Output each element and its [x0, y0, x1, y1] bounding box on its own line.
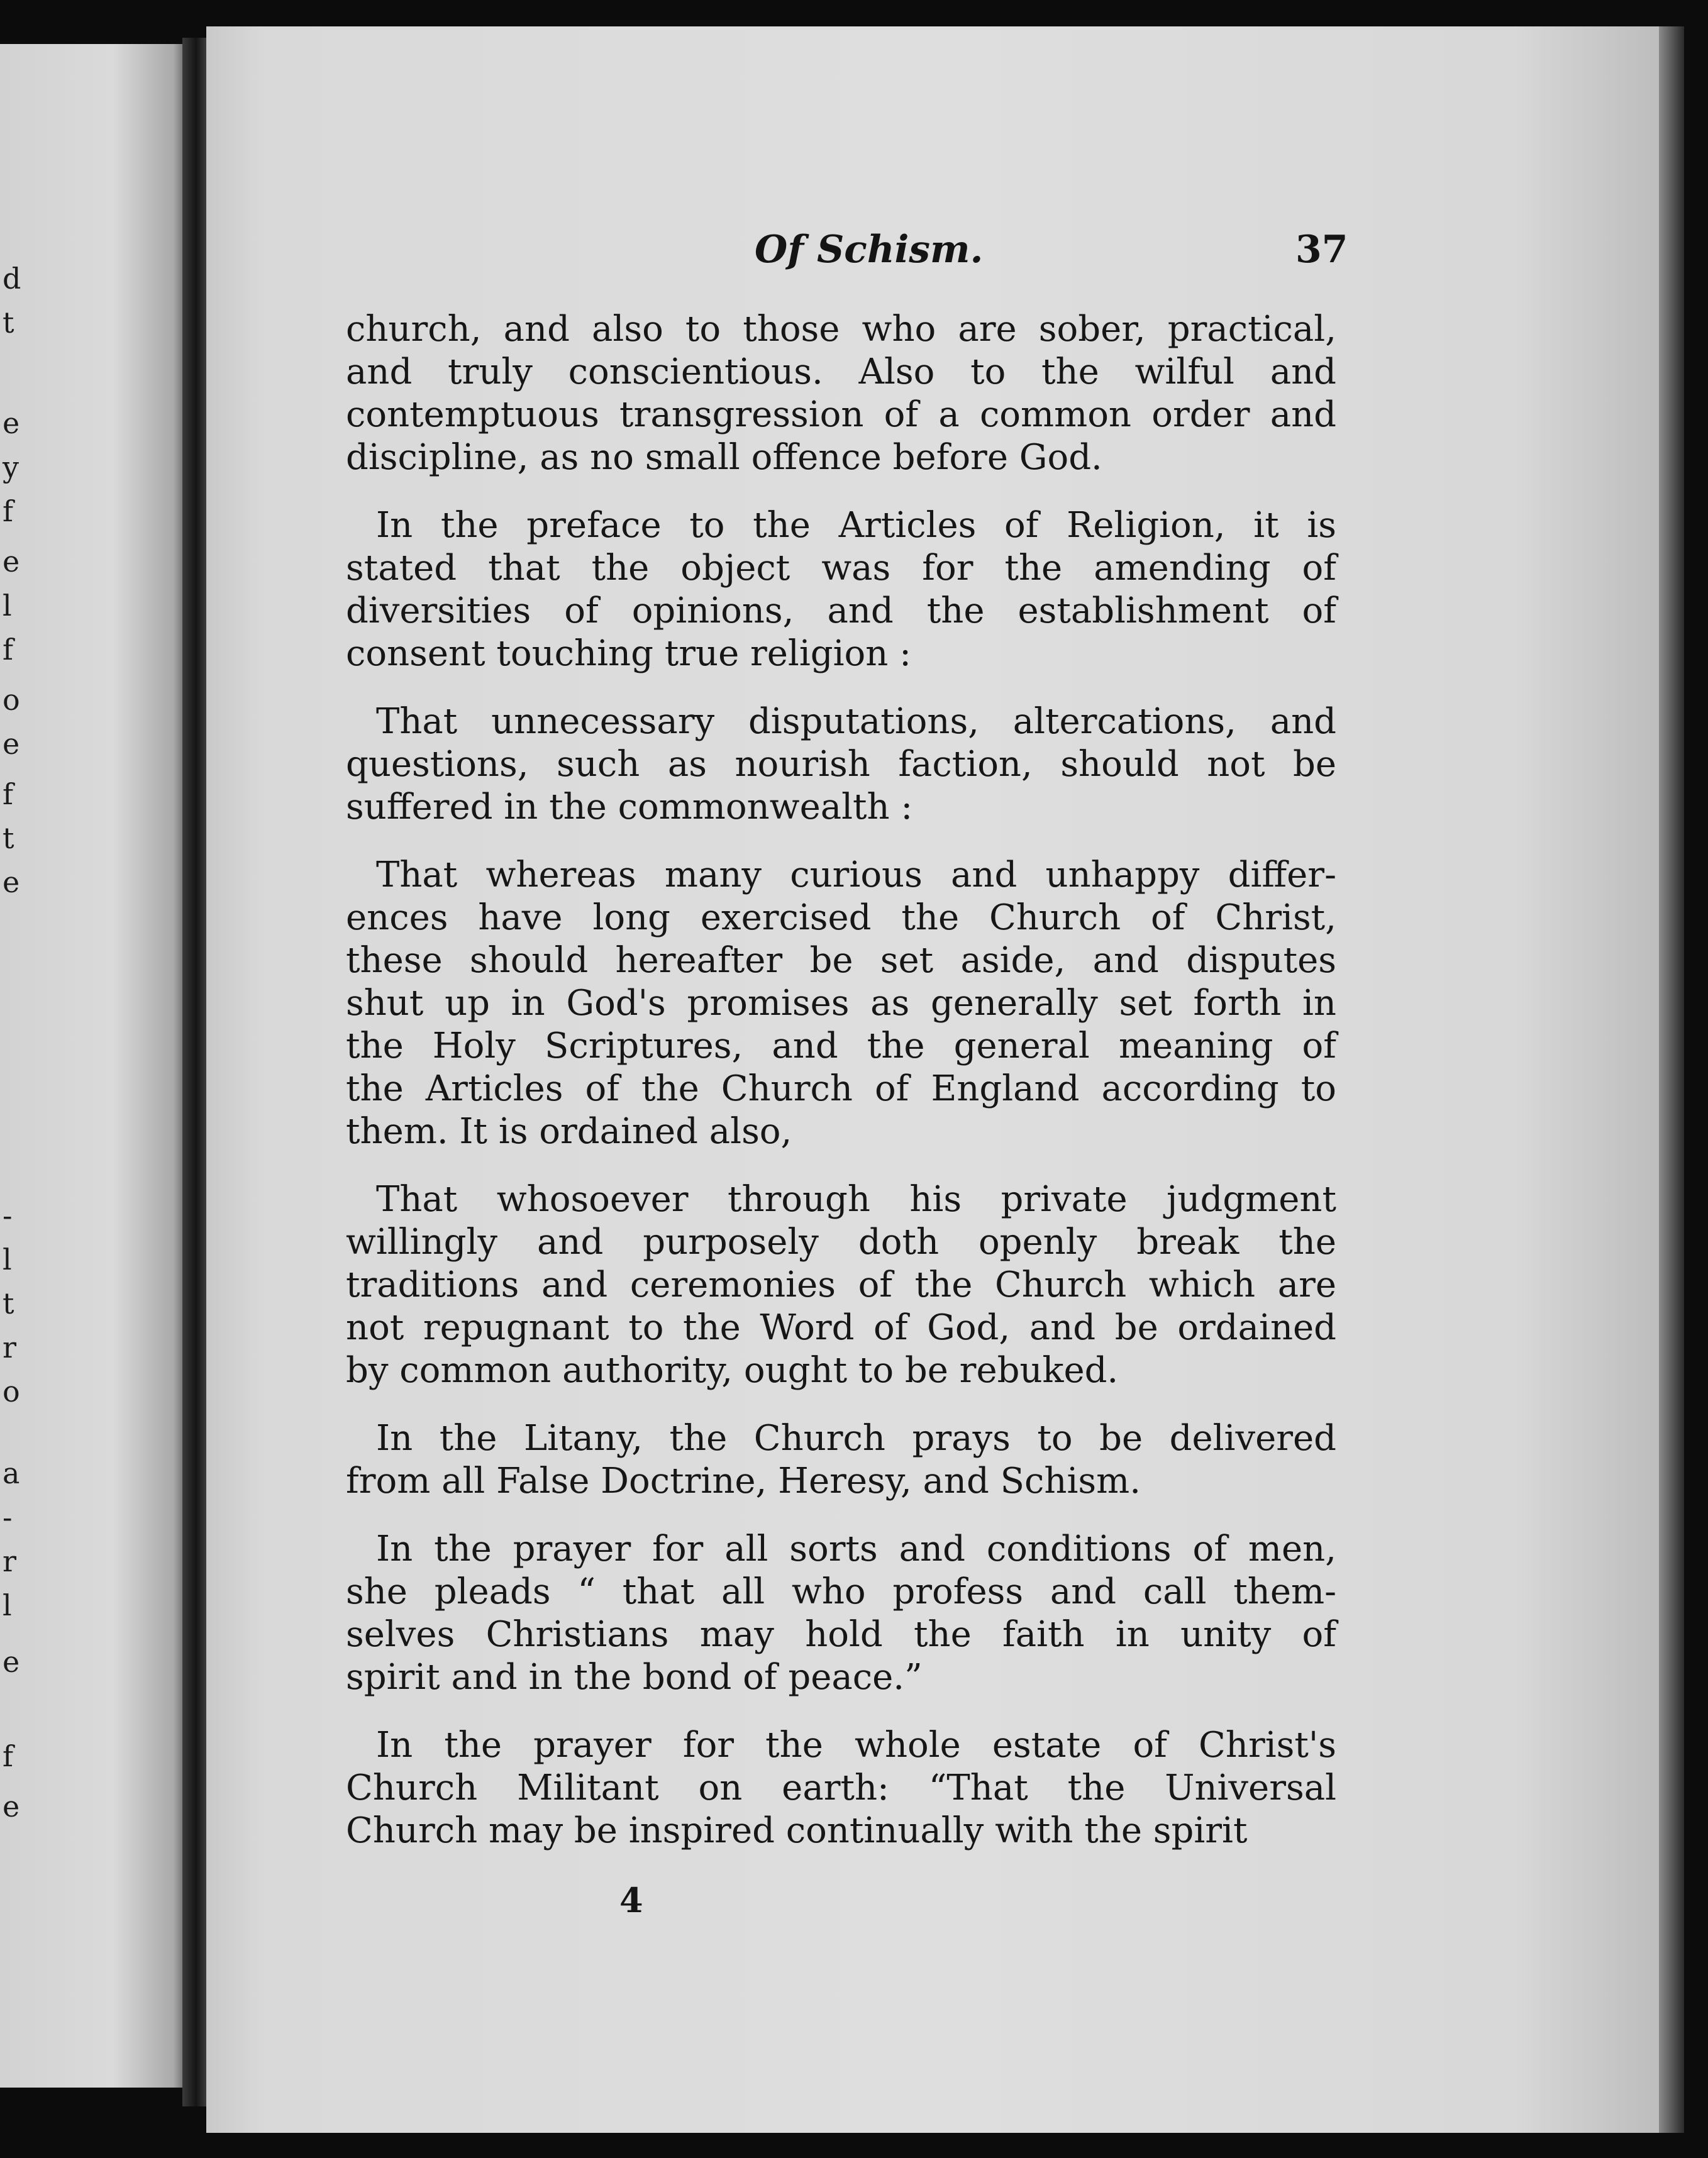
paragraph — [346, 1724, 1336, 1852]
text-line: questions, such as nourish faction, should not be — [346, 744, 1336, 785]
text-line: selves Christians may hold the faith in unity of — [346, 1614, 1336, 1655]
page-number: 37 — [1295, 228, 1348, 272]
text-line: Church may be inspired continually with the spirit — [346, 1810, 1248, 1851]
text-line: In the prayer for all sorts and conditions of men, — [376, 1529, 1336, 1569]
text-line: Church Militant on earth: “That the Universal — [346, 1768, 1336, 1808]
text-line: contemptuous transgression of a common order and — [346, 394, 1336, 435]
text-line: In the preface to the Articles of Religion, it is — [376, 505, 1336, 546]
text-line: That whosoever through his private judgment — [376, 1179, 1336, 1220]
facing-page-letter: t — [3, 1286, 14, 1320]
text-line: In the prayer for the whole estate of Christ's — [376, 1725, 1336, 1766]
text-line: them. It is ordained also, — [346, 1111, 792, 1152]
paragraph — [346, 1528, 1336, 1699]
facing-page-letter: d — [3, 262, 21, 296]
paragraph — [346, 1178, 1336, 1392]
paragraph — [346, 1417, 1336, 1503]
text-line: That whereas many curious and unhappy differ- — [376, 855, 1336, 895]
facing-page-letter: - — [3, 1198, 13, 1232]
paragraph — [346, 700, 1336, 829]
facing-page-letter: l — [3, 1242, 12, 1276]
text-line: she pleads “ that all who profess and call them- — [346, 1571, 1336, 1612]
text-line: the Articles of the Church of England according to — [346, 1068, 1336, 1109]
facing-page-letter: f — [3, 777, 14, 811]
text-line: and truly conscientious. Also to the wilful and — [346, 351, 1336, 392]
text-line: by common authority, ought to be rebuked. — [346, 1350, 1119, 1391]
facing-page-letter: e — [3, 727, 20, 761]
facing-page-fragments — [0, 44, 25, 2088]
facing-page-letter: f — [3, 1739, 14, 1773]
running-head-title: Of Schism. — [755, 228, 984, 272]
facing-page-letter: t — [3, 821, 14, 855]
text-line: the Holy Scriptures, and the general meaning of — [346, 1026, 1336, 1066]
facing-page-letter: l — [3, 1588, 12, 1622]
facing-page-letter: a — [3, 1456, 20, 1490]
facing-page-letter: e — [3, 545, 20, 578]
text-line: stated that the object was for the amending of — [346, 548, 1336, 589]
facing-page-letter: r — [3, 1331, 16, 1364]
facing-page-letter: e — [3, 1790, 20, 1823]
facing-page-letter: r — [3, 1544, 16, 1578]
text-line: willingly and purposely doth openly break the — [346, 1222, 1336, 1263]
text-line: these should hereafter be set aside, and disputes — [346, 940, 1336, 981]
text-line: from all False Doctrine, Heresy, and Schism. — [346, 1461, 1141, 1502]
paragraph — [346, 854, 1336, 1153]
paragraph — [346, 308, 1336, 479]
facing-page-letter: f — [3, 633, 14, 667]
text-line: In the Litany, the Church prays to be delivered — [376, 1418, 1336, 1459]
signature-mark: 4 — [619, 1880, 643, 1920]
facing-page-letter: - — [3, 1500, 13, 1534]
text-line: church, and also to those who are sober, practical, — [346, 309, 1336, 350]
text-line: traditions and ceremonies of the Church which are — [346, 1264, 1336, 1305]
body-text — [346, 308, 1336, 1878]
facing-page-letter: o — [3, 1375, 20, 1408]
paragraph — [346, 504, 1336, 675]
text-line: spirit and in the bond of peace.” — [346, 1657, 923, 1698]
text-line: suffered in the commonwealth : — [346, 787, 913, 827]
facing-page-letter: f — [3, 494, 14, 528]
facing-page-strip — [0, 44, 189, 2088]
facing-page-letter: o — [3, 683, 20, 717]
text-line: consent touching true religion : — [346, 633, 911, 674]
text-line: ences have long exercised the Church of Christ, — [346, 897, 1336, 938]
facing-page-letter: l — [3, 589, 12, 622]
text-line: not repugnant to the Word of God, and be ordained — [346, 1307, 1336, 1348]
facing-page-letter: y — [3, 450, 19, 484]
facing-page-letter: t — [3, 306, 14, 340]
page-edge-shadow — [1659, 26, 1684, 2133]
facing-page-letter: e — [3, 865, 20, 899]
facing-page-letter: e — [3, 1645, 20, 1679]
text-line: That unnecessary disputations, altercations, and — [376, 701, 1336, 742]
text-line: shut up in God's promises as generally set forth in — [346, 983, 1336, 1024]
text-line: discipline, as no small offence before God. — [346, 437, 1102, 478]
text-line: diversities of opinions, and the establishment of — [346, 590, 1336, 631]
facing-page-letter: e — [3, 406, 20, 440]
